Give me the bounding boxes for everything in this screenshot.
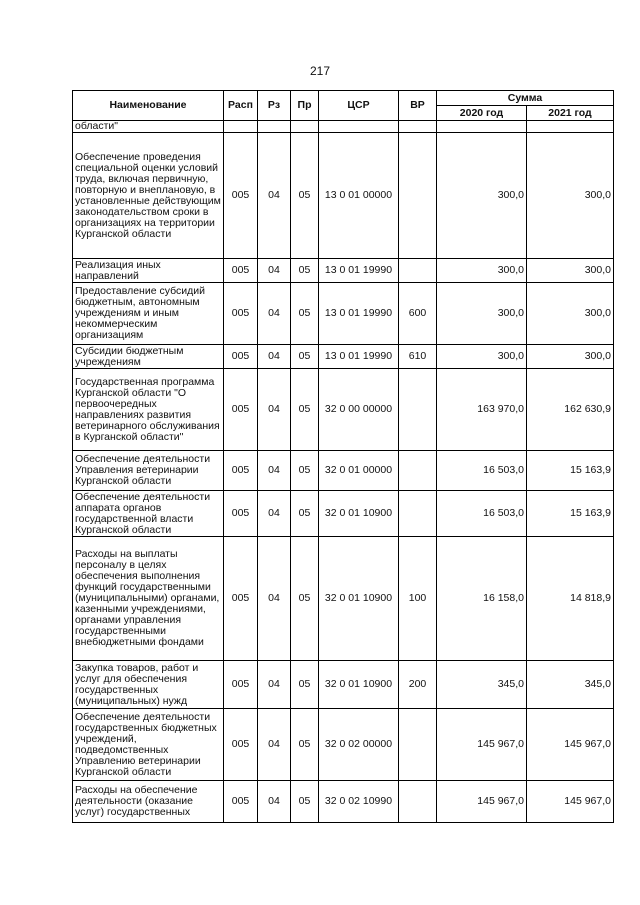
- cell-pr: 05: [291, 133, 319, 259]
- cell-rasp: 005: [224, 369, 258, 451]
- header-sum: Сумма: [437, 91, 614, 106]
- cell-csr: 13 0 01 19990: [319, 283, 399, 345]
- cell-rasp: 005: [224, 709, 258, 781]
- cell-pr: 05: [291, 259, 319, 283]
- cell-csr: 32 0 02 10990: [319, 781, 399, 823]
- table-row: [73, 369, 614, 451]
- cell-2020: 16 503,0: [437, 491, 527, 537]
- cell-pr: 05: [291, 781, 319, 823]
- header-pr: Пр: [291, 91, 319, 121]
- cell-name: Реализация иных направлений: [73, 259, 224, 283]
- cell-2020: 16 503,0: [437, 451, 527, 491]
- header-csr: ЦСР: [319, 91, 399, 121]
- cell-2021: 345,0: [527, 661, 614, 709]
- cell-2021: 300,0: [527, 133, 614, 259]
- cell-vr: [399, 133, 437, 259]
- table-row: [73, 491, 614, 537]
- cell-rasp: 005: [224, 133, 258, 259]
- cell-pr: [291, 121, 319, 133]
- cell-vr: 610: [399, 345, 437, 369]
- cell-2020: 145 967,0: [437, 709, 527, 781]
- cell-name: Субсидии бюджетным учреждениям: [73, 345, 224, 369]
- table-row: [73, 709, 614, 781]
- cell-rz: 04: [258, 491, 291, 537]
- cell-2021: 145 967,0: [527, 709, 614, 781]
- cell-rasp: 005: [224, 345, 258, 369]
- cell-2020: 300,0: [437, 133, 527, 259]
- cell-csr: [319, 121, 399, 133]
- header-row: [73, 91, 614, 106]
- cell-name: Предоставление субсидий бюджетным, автономным учреждениям и иным некоммерческим организациям: [73, 283, 224, 345]
- cell-csr: 32 0 01 10900: [319, 491, 399, 537]
- table-body: [73, 121, 614, 823]
- cell-2020: 163 970,0: [437, 369, 527, 451]
- table-row: [73, 121, 614, 133]
- cell-pr: 05: [291, 709, 319, 781]
- cell-rasp: 005: [224, 537, 258, 661]
- table-row: [73, 781, 614, 823]
- cell-pr: 05: [291, 537, 319, 661]
- cell-vr: [399, 709, 437, 781]
- cell-vr: 100: [399, 537, 437, 661]
- cell-2021: 300,0: [527, 259, 614, 283]
- header-vr: ВР: [399, 91, 437, 121]
- cell-rz: 04: [258, 781, 291, 823]
- cell-2021: [527, 121, 614, 133]
- cell-rasp: 005: [224, 259, 258, 283]
- cell-2020: 16 158,0: [437, 537, 527, 661]
- cell-rz: 04: [258, 133, 291, 259]
- cell-rz: 04: [258, 709, 291, 781]
- table-row: [73, 537, 614, 661]
- cell-2021: 145 967,0: [527, 781, 614, 823]
- table-row: [73, 451, 614, 491]
- cell-name: Обеспечение деятельности Управления ветеринарии Курганской области: [73, 451, 224, 491]
- cell-pr: 05: [291, 661, 319, 709]
- cell-name: Расходы на обеспечение деятельности (оказание услуг) государственных: [73, 781, 224, 823]
- table-row: [73, 283, 614, 345]
- cell-2021: 15 163,9: [527, 491, 614, 537]
- cell-vr: [399, 121, 437, 133]
- header-2021: 2021 год: [527, 106, 614, 121]
- cell-2021: 300,0: [527, 345, 614, 369]
- cell-pr: 05: [291, 369, 319, 451]
- cell-2021: 15 163,9: [527, 451, 614, 491]
- cell-rasp: 005: [224, 781, 258, 823]
- cell-vr: [399, 491, 437, 537]
- cell-rz: 04: [258, 451, 291, 491]
- cell-rasp: 005: [224, 491, 258, 537]
- cell-rasp: 005: [224, 451, 258, 491]
- cell-csr: 32 0 00 00000: [319, 369, 399, 451]
- cell-csr: 13 0 01 19990: [319, 259, 399, 283]
- cell-pr: 05: [291, 491, 319, 537]
- cell-name: Обеспечение проведения специальной оценки условий труда, включая первичную, повторную и внеплановую, в установленные действующим законодательством сроки в организациях на территории Курганской области: [73, 133, 224, 259]
- cell-rz: 04: [258, 259, 291, 283]
- cell-csr: 32 0 02 00000: [319, 709, 399, 781]
- cell-name: Обеспечение деятельности аппарата органов государственной власти Курганской области: [73, 491, 224, 537]
- cell-rz: [258, 121, 291, 133]
- cell-csr: 32 0 01 00000: [319, 451, 399, 491]
- cell-csr: 32 0 01 10900: [319, 537, 399, 661]
- cell-2021: 14 818,9: [527, 537, 614, 661]
- cell-2020: 300,0: [437, 345, 527, 369]
- cell-name: Государственная программа Курганской области "О первоочередных направлениях развития ветеринарного обслуживания в Курганской области": [73, 369, 224, 451]
- cell-csr: 13 0 01 00000: [319, 133, 399, 259]
- page-number: 217: [309, 64, 331, 78]
- cell-name: области": [73, 121, 224, 133]
- cell-2021: 162 630,9: [527, 369, 614, 451]
- cell-name: Расходы на выплаты персоналу в целях обеспечения выполнения функций государственными (муниципальными) органами, казенными учреждениями, органами управления государственными внебюджетными фондами: [73, 537, 224, 661]
- cell-2021: 300,0: [527, 283, 614, 345]
- cell-2020: 300,0: [437, 283, 527, 345]
- cell-pr: 05: [291, 345, 319, 369]
- cell-rz: 04: [258, 537, 291, 661]
- cell-vr: [399, 369, 437, 451]
- cell-2020: 345,0: [437, 661, 527, 709]
- cell-csr: 13 0 01 19990: [319, 345, 399, 369]
- cell-vr: 200: [399, 661, 437, 709]
- table-row: [73, 259, 614, 283]
- cell-rz: 04: [258, 369, 291, 451]
- cell-rz: 04: [258, 345, 291, 369]
- cell-2020: 145 967,0: [437, 781, 527, 823]
- cell-2020: 300,0: [437, 259, 527, 283]
- table-row: [73, 345, 614, 369]
- cell-name: Обеспечение деятельности государственных бюджетных учреждений, подведомственных Управлению ветеринарии Курганской области: [73, 709, 224, 781]
- cell-rasp: 005: [224, 661, 258, 709]
- header-rz: Рз: [258, 91, 291, 121]
- table-row: [73, 661, 614, 709]
- cell-rz: 04: [258, 661, 291, 709]
- budget-table: [72, 90, 614, 823]
- cell-csr: 32 0 01 10900: [319, 661, 399, 709]
- cell-vr: [399, 259, 437, 283]
- cell-vr: 600: [399, 283, 437, 345]
- cell-pr: 05: [291, 451, 319, 491]
- header-2020: 2020 год: [437, 106, 527, 121]
- header-name: Наименование: [73, 91, 224, 121]
- cell-rasp: 005: [224, 283, 258, 345]
- table-row: [73, 133, 614, 259]
- header-rasp: Расп: [224, 91, 258, 121]
- cell-2020: [437, 121, 527, 133]
- cell-vr: [399, 781, 437, 823]
- cell-name: Закупка товаров, работ и услуг для обеспечения государственных (муниципальных) нужд: [73, 661, 224, 709]
- cell-rz: 04: [258, 283, 291, 345]
- cell-vr: [399, 451, 437, 491]
- cell-rasp: [224, 121, 258, 133]
- cell-pr: 05: [291, 283, 319, 345]
